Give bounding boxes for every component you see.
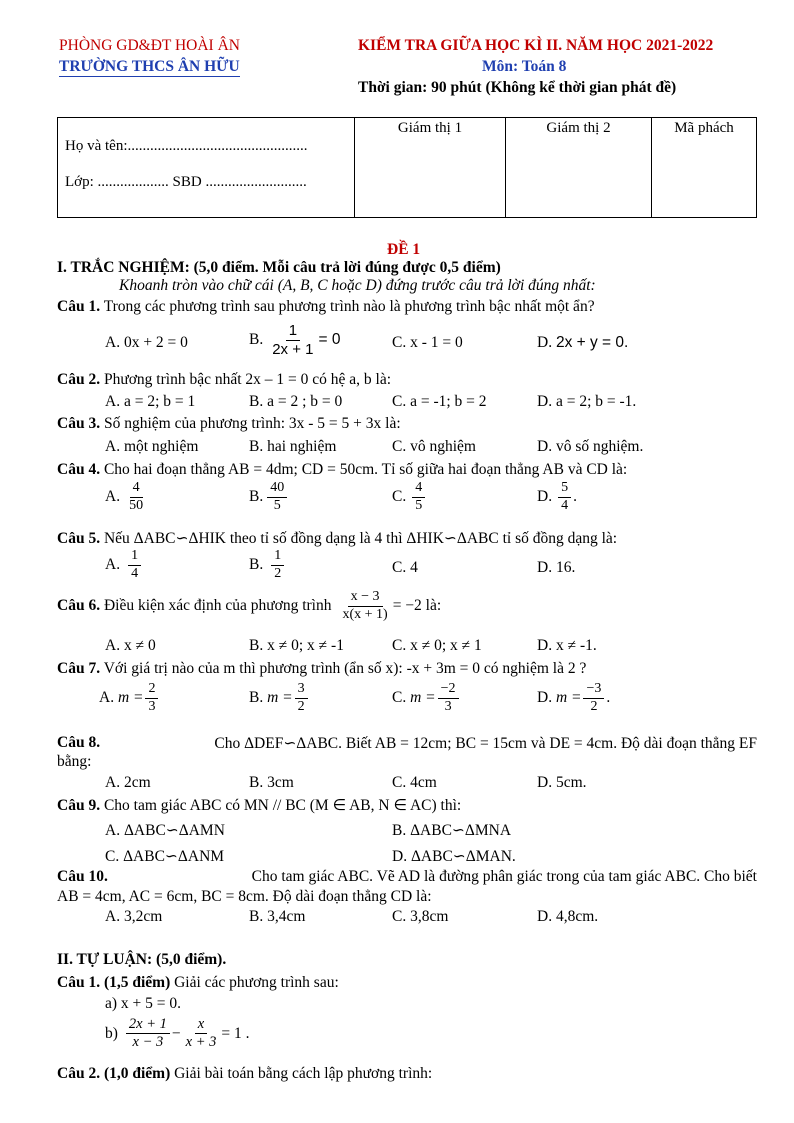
q1-b-post: = 0 <box>318 331 341 349</box>
q5-a-prefix: A. <box>105 556 121 574</box>
q4-option-a <box>105 481 148 513</box>
q5-option-a <box>105 549 143 581</box>
q6-fraction <box>339 590 390 622</box>
q4-a-num: 4 <box>130 481 143 498</box>
q7-b-fraction <box>295 682 308 714</box>
q7-d-fraction <box>583 682 604 714</box>
q4-a-den: 50 <box>129 497 144 513</box>
q2-option-a: A. a = 2; b = 1 <box>105 393 196 410</box>
q5-text: Nếu ΔABC∽ΔHIK theo tỉ số đồng dạng là 4 thì ΔHIK∽ΔABC tỉ số đồng dạng là: <box>103 530 618 547</box>
q1-option-c: C. x - 1 = 0 <box>392 334 463 351</box>
part2-q1-text: Giải các phương trình sau: <box>174 974 339 991</box>
part2-q1 <box>57 974 339 992</box>
q4-option-d <box>537 481 577 513</box>
q7-c-m: m = <box>410 689 436 707</box>
q1-d-expr: 2x + y = 0. <box>555 334 629 351</box>
q4-c-prefix: C. <box>392 488 407 506</box>
q7-c-den: 3 <box>444 698 452 714</box>
q4-b-num: 40 <box>267 481 287 498</box>
q7-a-num: 2 <box>145 682 158 699</box>
q7-b-num: 3 <box>295 682 308 699</box>
q7-c-num: −2 <box>438 682 459 699</box>
q8-text: Cho ΔDEF∽ΔABC. Biết AB = 12cm; BC = 15cm và DE = 4cm. Độ dài đoạn thẳng EF <box>214 735 757 752</box>
q4-b-den: 5 <box>273 497 281 513</box>
part2-q2-label: Câu 2. (1,0 điểm) <box>57 1065 171 1082</box>
exam-code: ĐỀ 1 <box>387 241 421 258</box>
part2-q1-b-num1: 2x + 1 <box>126 1017 170 1034</box>
q7-c-fraction <box>438 682 459 714</box>
q7-b-m: m = <box>267 689 293 707</box>
q7-option-c <box>392 682 461 714</box>
q3-text: Số nghiệm của phương trình: 3x - 5 = 5 + 3x là: <box>103 415 401 432</box>
part2-q1-label: Câu 1. (1,5 điểm) <box>57 974 171 991</box>
q5-a-num: 1 <box>128 549 141 566</box>
q1-label: Câu 1. <box>57 298 101 315</box>
q4-option-b <box>249 481 289 513</box>
q4-c-fraction <box>412 481 425 513</box>
q2 <box>57 371 391 389</box>
q9-option-d: D. ΔABC∽ΔMAN. <box>392 848 516 865</box>
q4-d-prefix: D. <box>537 488 553 506</box>
part2-q1-b <box>105 1017 250 1050</box>
q1-b-num: 1 <box>286 323 300 341</box>
q1-d-prefix: D. <box>537 334 553 351</box>
q3-option-c: C. vô nghiệm <box>392 438 476 455</box>
q6-option-c: C. x ≠ 0; x ≠ 1 <box>392 637 482 654</box>
q10-option-d: D. 4,8cm. <box>537 908 599 925</box>
part1-title: I. TRẮC NGHIỆM: (5,0 điểm. Mỗi câu trả lời đúng được 0,5 điểm) <box>57 259 501 276</box>
q3-option-a: A. một nghiệm <box>105 438 199 455</box>
q7-c-prefix: C. <box>392 689 407 707</box>
q8-option-d: D. 5cm. <box>537 774 587 791</box>
q1 <box>57 298 595 316</box>
part2-q1-b-den1: x − 3 <box>132 1034 164 1051</box>
q6-num: x − 3 <box>348 590 383 607</box>
q5-b-den: 2 <box>274 565 282 581</box>
name-line: Họ và tên:................................................ <box>65 138 308 154</box>
q1-b-prefix: B. <box>249 331 264 349</box>
q9-label: Câu 9. <box>57 797 101 814</box>
q9 <box>57 796 461 815</box>
exam-time: Thời gian: 90 phút (Không kể thời gian phát đề) <box>358 79 677 96</box>
q10-option-c: C. 3,8cm <box>392 908 449 925</box>
q4-b-prefix: B. <box>249 488 264 506</box>
part2-q1-b-frac2 <box>183 1017 220 1050</box>
code-cell <box>652 118 757 218</box>
q7-d-den: 2 <box>590 698 598 714</box>
q1-option-b <box>249 323 340 358</box>
q5-option-d: D. 16. <box>537 559 576 576</box>
q4-c-den: 5 <box>415 497 423 513</box>
q2-option-c: C. a = -1; b = 2 <box>392 393 487 410</box>
q10-label: Câu 10. <box>57 868 108 885</box>
part2-q1-b-frac1 <box>126 1017 170 1050</box>
q4-a-prefix: A. <box>105 488 121 506</box>
q7-b-den: 2 <box>297 698 305 714</box>
q5-label: Câu 5. <box>57 530 101 547</box>
supervisor1-cell <box>355 118 506 218</box>
q9-text: Cho tam giác ABC có MN // BC (M ∈ AB, N ∈ AC) thì: <box>103 797 462 814</box>
part2-q2 <box>57 1065 432 1083</box>
q6 <box>57 590 441 622</box>
subject: Môn: Toán 8 <box>482 58 567 75</box>
q10-text-cont: AB = 4cm, AC = 6cm, BC = 8cm. Độ dài đoạn thẳng CD là: <box>57 888 432 905</box>
q9-option-b: B. ΔABC∽ΔMNA <box>392 822 512 839</box>
q7-b-prefix: B. <box>249 689 264 707</box>
q4-label: Câu 4. <box>57 461 101 478</box>
q7-option-d <box>537 682 610 714</box>
q5-b-prefix: B. <box>249 556 264 574</box>
q7-a-fraction <box>145 682 158 714</box>
q4-d-post: . <box>573 488 577 506</box>
q2-option-d: D. a = 2; b = -1. <box>537 393 637 410</box>
q8-option-c: C. 4cm <box>392 774 437 791</box>
q7-d-m: m = <box>555 689 582 707</box>
q3-option-d: D. vô số nghiệm. <box>537 438 644 455</box>
q5-option-b <box>249 549 286 581</box>
q4-d-fraction <box>558 481 571 513</box>
class-line: Lớp: ................... SBD ........................... <box>65 174 307 190</box>
q7-a-prefix: A. <box>99 689 115 707</box>
school-name-text: TRƯỜNG THCS ÂN HỮU <box>59 58 240 75</box>
q7-d-prefix: D. <box>537 689 553 707</box>
q1-text: Trong các phương trình sau phương trình nào là phương trình bậc nhất một ẩn? <box>103 298 595 315</box>
q4-c-num: 4 <box>412 481 425 498</box>
q2-option-b: B. a = 2 ; b = 0 <box>249 393 343 410</box>
q5-a-fraction <box>128 549 141 581</box>
q10-option-a: A. 3,2cm <box>105 908 163 925</box>
supervisor2-label: Giám thị 2 <box>546 120 611 136</box>
part1-instruction: Khoanh tròn vào chữ cái (A, B, C hoặc D) đứng trước câu trả lời đúng nhất: <box>119 277 596 294</box>
q4 <box>57 461 627 479</box>
part2-q1-b-minus: − <box>171 1024 181 1042</box>
q1-option-a: A. 0x + 2 = 0 <box>105 334 188 351</box>
part2-q1-b-num2: x <box>195 1017 207 1034</box>
dept-name: PHÒNG GD&ĐT HOÀI ÂN <box>59 37 240 54</box>
q5 <box>57 529 617 548</box>
q5-option-c: C. 4 <box>392 559 418 576</box>
part2-q1-b-prefix: b) <box>105 1024 118 1042</box>
q1-option-d <box>537 334 628 352</box>
q10-text: Cho tam giác ABC. Vẽ AD là đường phân giác trong của tam giác ABC. Cho biết <box>251 868 757 885</box>
q10-option-b: B. 3,4cm <box>249 908 306 925</box>
q4-d-num: 5 <box>558 481 571 498</box>
q8 <box>57 734 757 753</box>
code-label: Mã phách <box>674 120 734 136</box>
school-name <box>59 58 240 76</box>
q3 <box>57 415 401 433</box>
q6-post: = −2 là: <box>392 597 442 615</box>
q4-b-fraction <box>267 481 287 513</box>
q7-d-post: . <box>606 689 611 707</box>
exam-title: KIỂM TRA GIỮA HỌC KÌ II. NĂM HỌC 2021-2022 <box>358 37 714 54</box>
part2-q2-text: Giải bài toán bằng cách lập phương trình: <box>174 1065 433 1082</box>
q8-option-b: B. 3cm <box>249 774 294 791</box>
q4-d-den: 4 <box>561 497 569 513</box>
q4-option-c <box>392 481 427 513</box>
q8-option-a: A. 2cm <box>105 774 151 791</box>
q7-a-den: 3 <box>148 698 156 714</box>
q6-label: Câu 6. <box>57 597 101 615</box>
q2-text: Phương trình bậc nhất 2x – 1 = 0 có hệ a, b là: <box>103 371 392 388</box>
supervisor2-cell <box>506 118 652 218</box>
part2-q1-b-den2: x + 3 <box>185 1034 217 1051</box>
q7-label: Câu 7. <box>57 660 101 677</box>
q4-a-fraction <box>126 481 146 513</box>
q7-text: Với giá trị nào của m thì phương trình (ẩn số x): -x + 3m = 0 có nghiệm là 2 ? <box>103 660 587 677</box>
q5-b-fraction <box>271 549 284 581</box>
q6-option-a: A. x ≠ 0 <box>105 637 156 654</box>
q10 <box>57 868 757 886</box>
q4-text: Cho hai đoạn thẳng AB = 4dm; CD = 50cm. Tỉ số giữa hai đoạn thẳng AB và CD là: <box>103 461 628 478</box>
q5-b-num: 1 <box>271 549 284 566</box>
q3-option-b: B. hai nghiệm <box>249 438 337 455</box>
q2-label: Câu 2. <box>57 371 101 388</box>
q7-option-b <box>249 682 310 714</box>
q6-option-b: B. x ≠ 0; x ≠ -1 <box>249 637 344 654</box>
q3-label: Câu 3. <box>57 415 101 432</box>
student-info-cell <box>58 118 355 218</box>
q6-den: x(x + 1) <box>342 606 388 622</box>
part2-title: II. TỰ LUẬN: (5,0 điểm). <box>57 951 227 968</box>
q7-option-a <box>99 682 160 714</box>
q5-a-den: 4 <box>131 565 139 581</box>
q7-a-m: m = <box>117 689 144 707</box>
part2-q1-a: a) x + 5 = 0. <box>105 995 182 1012</box>
q9-option-a: A. ΔABC∽ΔAMN <box>105 822 225 839</box>
q8-label: Câu 8. <box>57 734 101 751</box>
q7-d-num: −3 <box>583 682 604 699</box>
student-info-table <box>57 117 757 218</box>
q9-option-c: C. ΔABC∽ΔANM <box>105 848 225 865</box>
q1-b-fraction <box>269 323 316 358</box>
supervisor1-label: Giám thị 1 <box>397 120 463 136</box>
q7 <box>57 660 586 678</box>
q6-text: Điều kiện xác định của phương trình <box>103 597 332 615</box>
q8-text-cont: bằng: <box>57 753 92 770</box>
q6-option-d: D. x ≠ -1. <box>537 637 597 654</box>
q1-b-den: 2x + 1 <box>272 340 314 358</box>
part2-q1-b-post: = 1 . <box>221 1024 250 1042</box>
